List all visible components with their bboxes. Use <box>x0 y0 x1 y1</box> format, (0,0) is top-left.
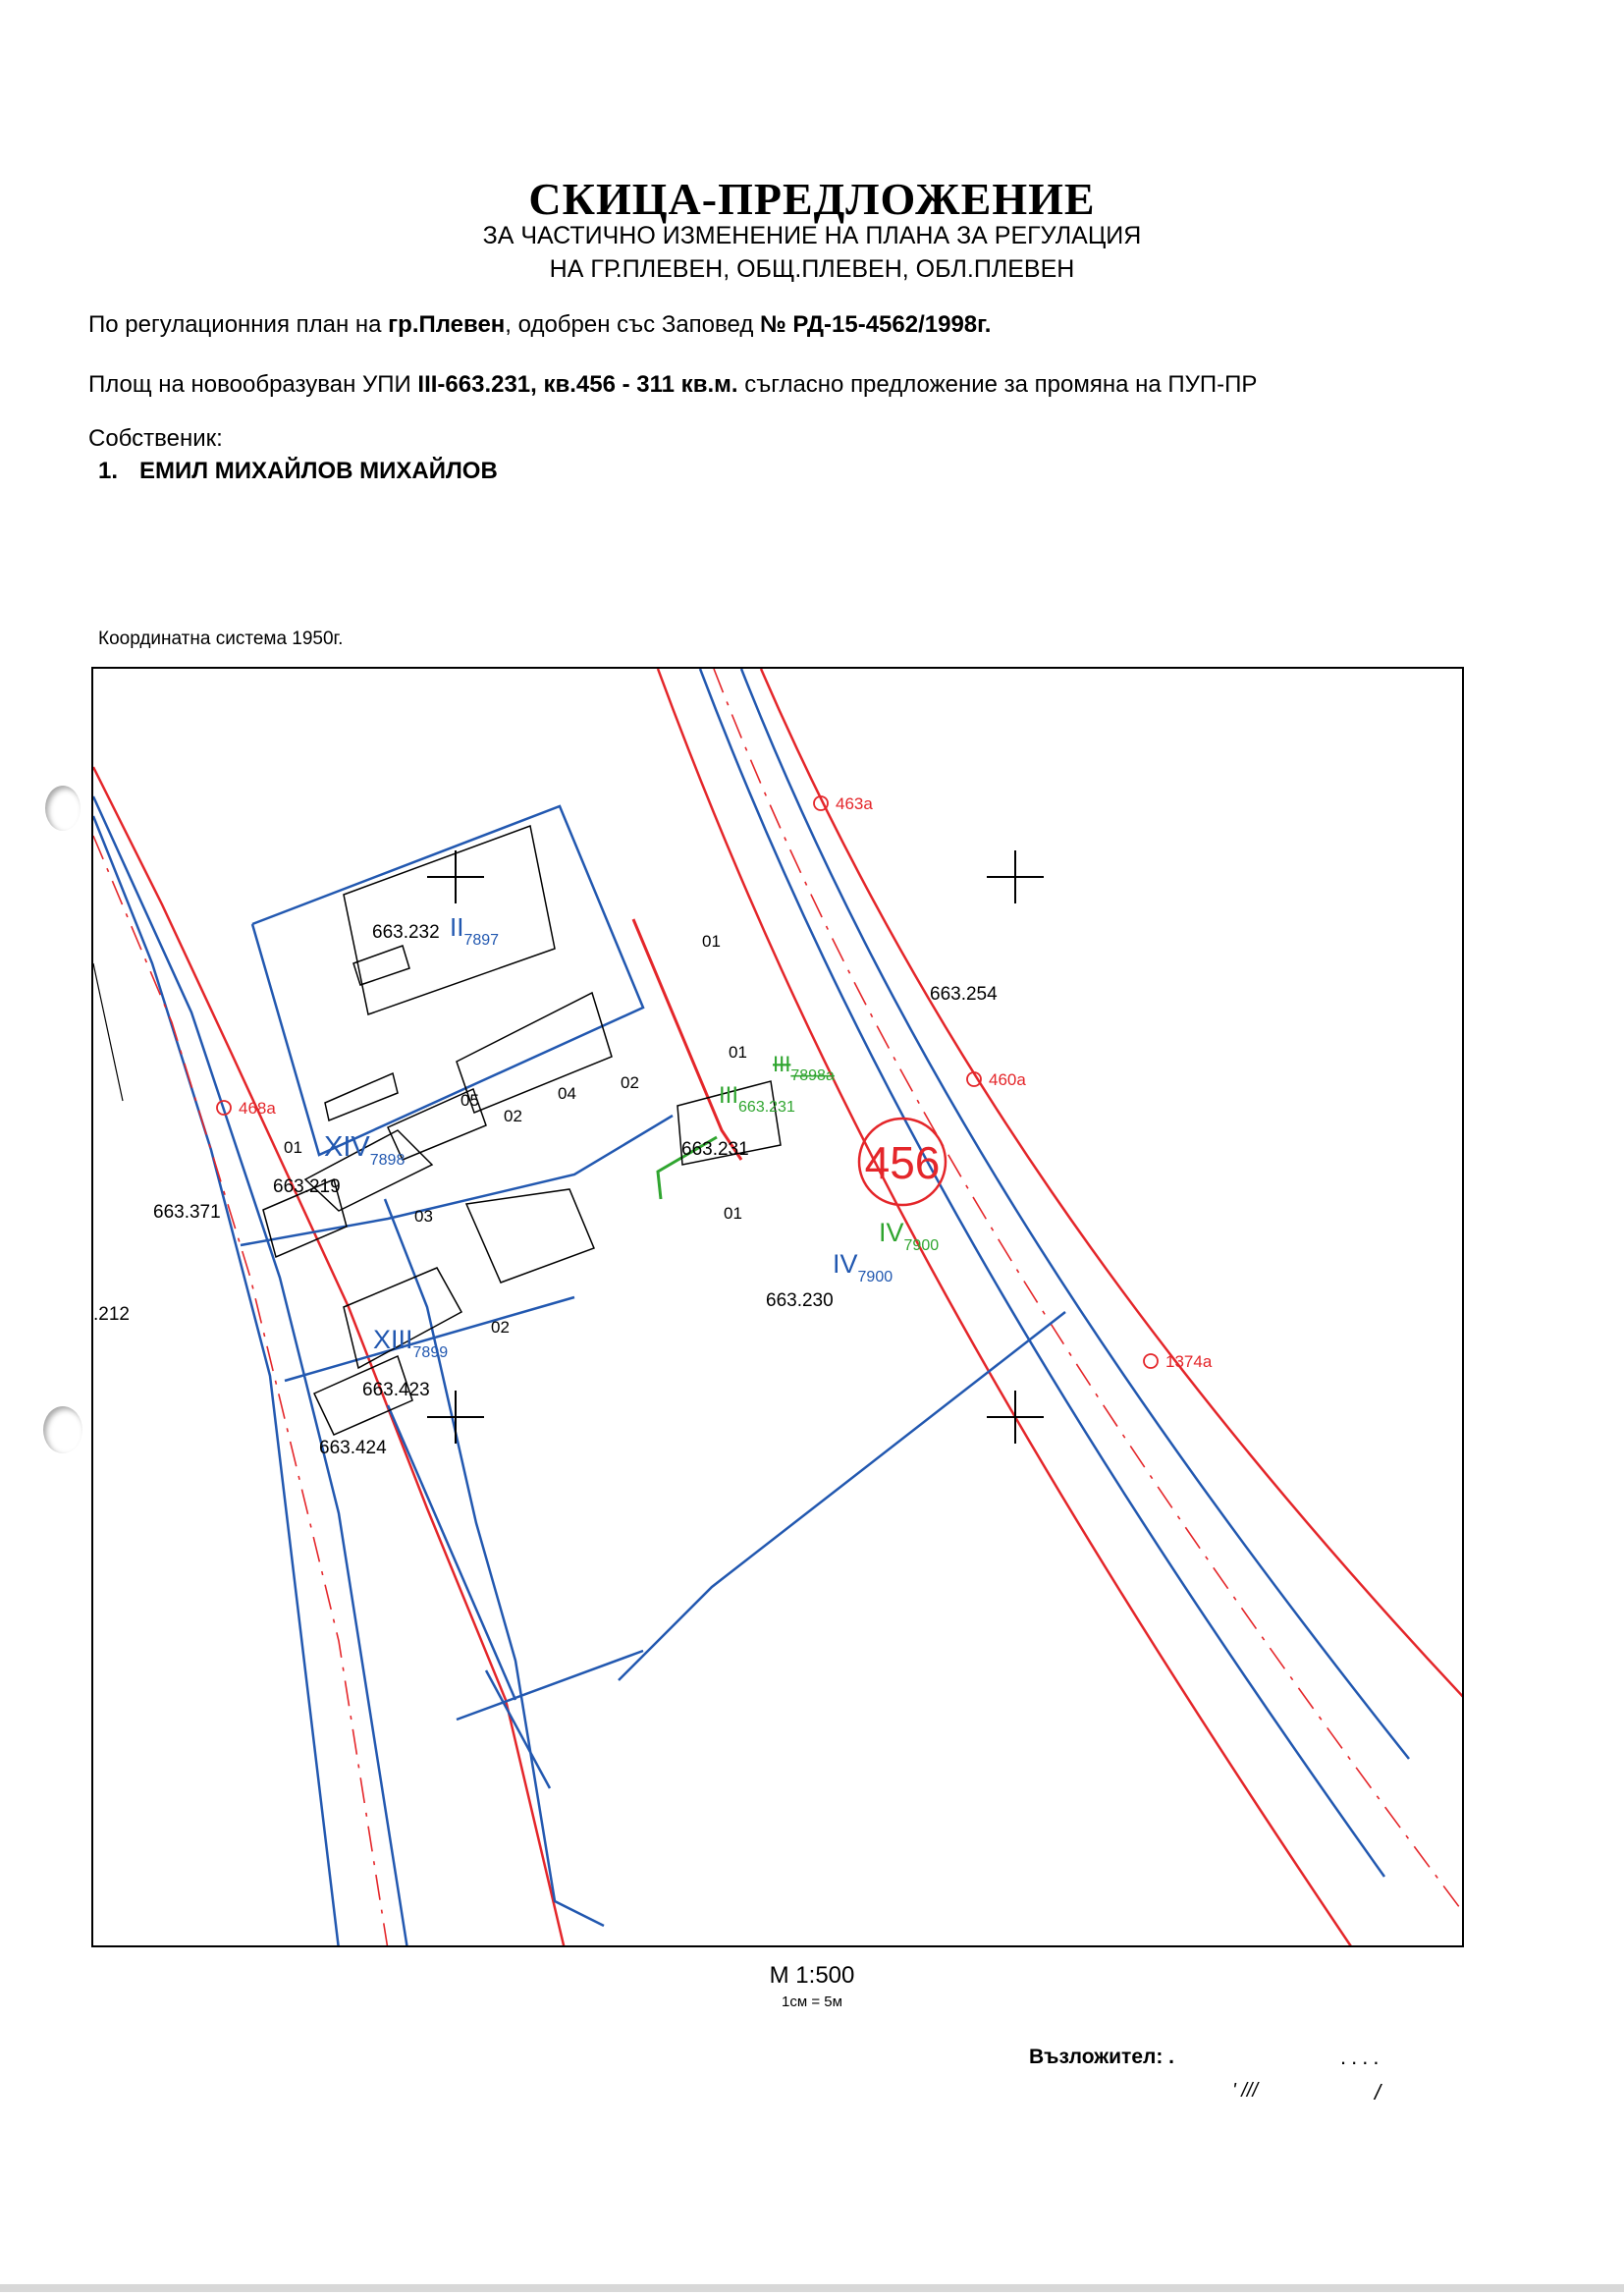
map-scale-unit: 1см = 5м <box>782 1994 842 2010</box>
regulation-segment <box>633 919 741 1160</box>
upi-label: $XIV_{7898}$ <box>324 1131 406 1169</box>
owner-entry: 1. ЕМИЛ МИХАЙЛОВ МИХАЙЛОВ <box>98 458 498 484</box>
upi-old-label: $III_{7898a}$ <box>773 1052 835 1084</box>
subtitle-line-1: ЗА ЧАСТИЧНО ИЗМЕНЕНИЕ НА ПЛАНА ЗА РЕГУЛАЦИЯ <box>482 222 1142 249</box>
point-label: 1374a <box>1165 1352 1213 1371</box>
building-label: 01 <box>724 1204 742 1223</box>
signature-mark-a: ' /// <box>1232 2080 1259 2102</box>
building-label: 02 <box>504 1107 522 1125</box>
owner-label: Собственик: <box>88 425 223 452</box>
subtitle-line-2: НА ГР.ПЛЕВЕН, ОБЩ.ПЛЕВЕН, ОБЛ.ПЛЕВЕН <box>549 255 1075 283</box>
upi-label: $XIII_{7899}$ <box>373 1325 449 1361</box>
building-label: 04 <box>558 1084 576 1103</box>
parcel-label: 663.371 <box>153 1202 221 1223</box>
plan-info-line: По регулационния план на гр.Плевен, одобрен със Заповед № РД-15-4562/1998г. <box>88 311 992 338</box>
area-info-line: Площ на новообразуван УПИ III-663.231, кв.456 - 311 кв.м. съгласно предложение за промяна на ПУП-ПР <box>88 371 1258 398</box>
punch-hole-bottom <box>43 1406 82 1453</box>
upi-label: $IV_{7900}$ <box>833 1249 893 1285</box>
building-label: 03 <box>414 1207 433 1226</box>
point-label: 460a <box>989 1070 1026 1089</box>
point-label: 468a <box>239 1099 276 1118</box>
map-scale: М 1:500 <box>769 1962 855 1989</box>
page-title: СКИЦА-ПРЕДЛОЖЕНИЕ <box>528 174 1096 224</box>
building-label: 02 <box>621 1073 639 1092</box>
upi-proposed-label: $III_{663.231}$ <box>719 1082 795 1116</box>
cadastral-map <box>91 667 1464 1947</box>
parcel-label: 663.424 <box>319 1438 387 1458</box>
parcel-label: 663.231 <box>681 1139 749 1160</box>
upi-label: $II_{7897}$ <box>450 912 500 949</box>
assignor-dots: .... <box>1340 2045 1384 2069</box>
scan-bottom-edge <box>0 2284 1624 2292</box>
punch-hole-top <box>45 786 81 831</box>
building-label: 01 <box>729 1043 747 1062</box>
svg-text:456: 456 <box>864 1137 941 1188</box>
building-label: 02 <box>491 1318 510 1337</box>
building-label: 05 <box>460 1091 479 1110</box>
signature-mark-b: / <box>1375 2080 1381 2104</box>
block-number-badge <box>859 1119 946 1205</box>
parcel-label: 663.423 <box>362 1380 430 1400</box>
building-label: 01 <box>702 932 721 951</box>
point-label: 463a <box>836 794 873 813</box>
parcel-label: 663.230 <box>766 1290 834 1311</box>
parcel-label: 663.232 <box>372 922 440 943</box>
parcel-labels <box>93 922 998 1458</box>
upi-proposed-label: $IV_{7900}$ <box>879 1218 940 1254</box>
buildings <box>263 826 781 1435</box>
parcel-label: 663.254 <box>930 984 998 1005</box>
building-label: 01 <box>284 1138 302 1157</box>
parcel-boundaries <box>241 806 1065 1926</box>
parcel-label: 663.219 <box>273 1176 341 1197</box>
parcel-label: .212 <box>93 1304 130 1325</box>
assignor-label: Възложител: . <box>1029 2046 1175 2068</box>
coordinate-system-label: Координатна система 1950г. <box>98 628 344 649</box>
